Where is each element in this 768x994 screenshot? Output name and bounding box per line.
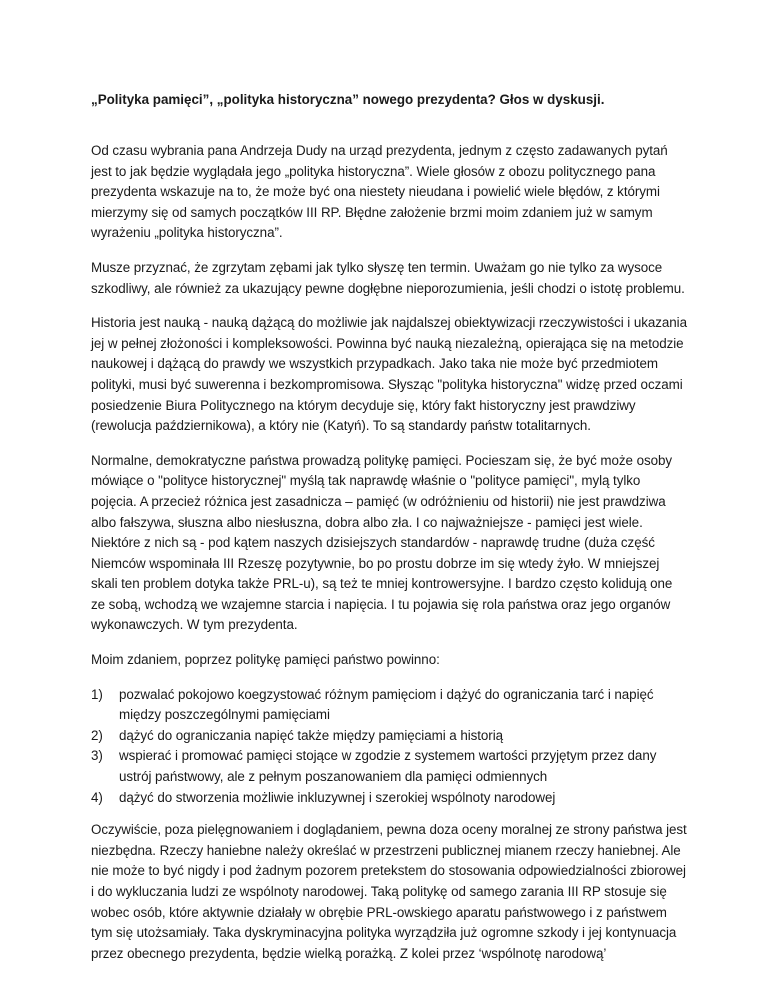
list-item: [91, 685, 689, 726]
list-item-text: dążyć do stworzenia możliwie inkluzywnej i szerokiej wspólnoty narodowej: [119, 789, 556, 805]
list-item: [91, 746, 689, 787]
numbered-list: [91, 685, 689, 809]
document-body: [91, 141, 689, 978]
list-item: [91, 788, 689, 809]
list-item-text: dążyć do ograniczania napięć także między pamięciami a historią: [119, 727, 503, 743]
paragraph-memory-policy: Normalne, demokratyczne państwa prowadzą politykę pamięci. Pocieszam się, że być może osoby mówiące o "polityce historycznej" myślą tak naprawdę właśnie o "polityce pamięci", mylą tylko pojęcia. A przecież różnica jest zasadnicza – pamięć (w odróżnieniu od historii) nie jest prawdziwa albo fałszywa, słuszna albo niesłuszna, dobra albo zła. I co najważniejsze - pamięci jest wiele. Niektóre z nich są - pod kątem naszych dzisiejszych standardów - naprawdę trudne (duża część Niemców wspominała III Rzeszę pozytywnie, bo po prostu dobrze im się wtedy żyło. W mniejszej skali ten problem dotyka także PRL-u), są też te mniej kontrowersyjne. I bardzo często kolidują one ze sobą, wchodzą we wzajemne starcia i napięcia. I tu pojawia się rola państwa oraz jego organów wykonawczych. W tym prezydenta.: [91, 452, 673, 633]
list-item-number: 3): [91, 748, 103, 764]
paragraph-moral-assessment: Oczywiście, poza pielęgnowaniem i doglądaniem, pewna doza oceny moralnej ze strony państwa jest niezbędna. Rzeczy haniebne należy określać w przestrzeni publicznej mianem rzeczy haniebnej. Ale nie może to być nigdy i pod żadnym pozorem pretekstem do stosowania odpowiedzialności zbiorowej i do wykluczania ludzi ze wspólnoty narodowej. Taką politykę od samego zarania III RP stosuje się wobec osób, które aktywnie działały w obrębie PRL-owskiego aparatu państwowego i z państwem tym się utożsamiały. Taka dyskryminacyjna polityka wyrządziła już ogromne szkody i jej kontynuacja przez obecnego prezydenta, będzie wielką porażką. Z kolei przez ‘wspólnotę narodową’: [91, 822, 687, 961]
list-item-number: 4): [91, 789, 103, 805]
paragraph-list-intro: Moim zdaniem, poprzez politykę pamięci państwo powinno:: [91, 652, 440, 668]
list-item-number: 1): [91, 686, 103, 702]
document-title: „Polityka pamięci”, „polityka historyczna” nowego prezydenta? Głos w dyskusji.: [91, 92, 605, 107]
paragraph-history: Historia jest nauką - nauką dążącą do możliwie jak najdalszej obiektywizacji rzeczywistości i ukazania jej w pełnej złożoności i kompleksowości. Powinna być nauką niezależną, opierająca się na metodzie naukowej i dążącą do prawdy we wszystkich przypadkach. Jako taka nie może być przedmiotem polityki, musi być suwerenna i bezkompromisowa. Słysząc "polityka historyczna" widzę przed oczami posiedzenie Biura Politycznego na którym decyduje się, który fakt historyczny jest prawdziwy (rewolucja październikowa), a który nie (Katyń). To są standardy państw totalitarnych.: [91, 315, 687, 434]
paragraph-term: Musze przyznać, że zgrzytam zębami jak tylko słyszę ten termin. Uważam go nie tylko za wysoce szkodliwy, ale również za ukazujący pewne dogłębne nieporozumienia, jeśli chodzi o istotę problemu.: [91, 259, 685, 296]
list-item: [91, 726, 689, 747]
list-item-text: wspierać i promować pamięci stojące w zgodzie z systemem wartości przyjętym przez dany ustrój państwowy, ale z pełnym poszanowaniem dla pamięci odmiennych: [119, 748, 657, 785]
list-item-number: 2): [91, 727, 103, 743]
list-item-text: pozwalać pokojowo koegzystować różnym pamięciom i dążyć do ograniczania tarć i napięć między poszczególnymi pamięciami: [119, 686, 654, 723]
paragraph-intro: Od czasu wybrania pana Andrzeja Dudy na urząd prezydenta, jednym z często zadawanych pytań jest to jak będzie wyglądała jego „polityka historyczna”. Wiele głosów z obozu politycznego pana prezydenta wskazuje na to, że może być ona niestety nieudana i powielić wiele błędów, z którymi mierzymy się od samych początków III RP. Błędne założenie brzmi moim zdaniem już w samym wyrażeniu „polityka historyczna”.: [91, 143, 668, 241]
